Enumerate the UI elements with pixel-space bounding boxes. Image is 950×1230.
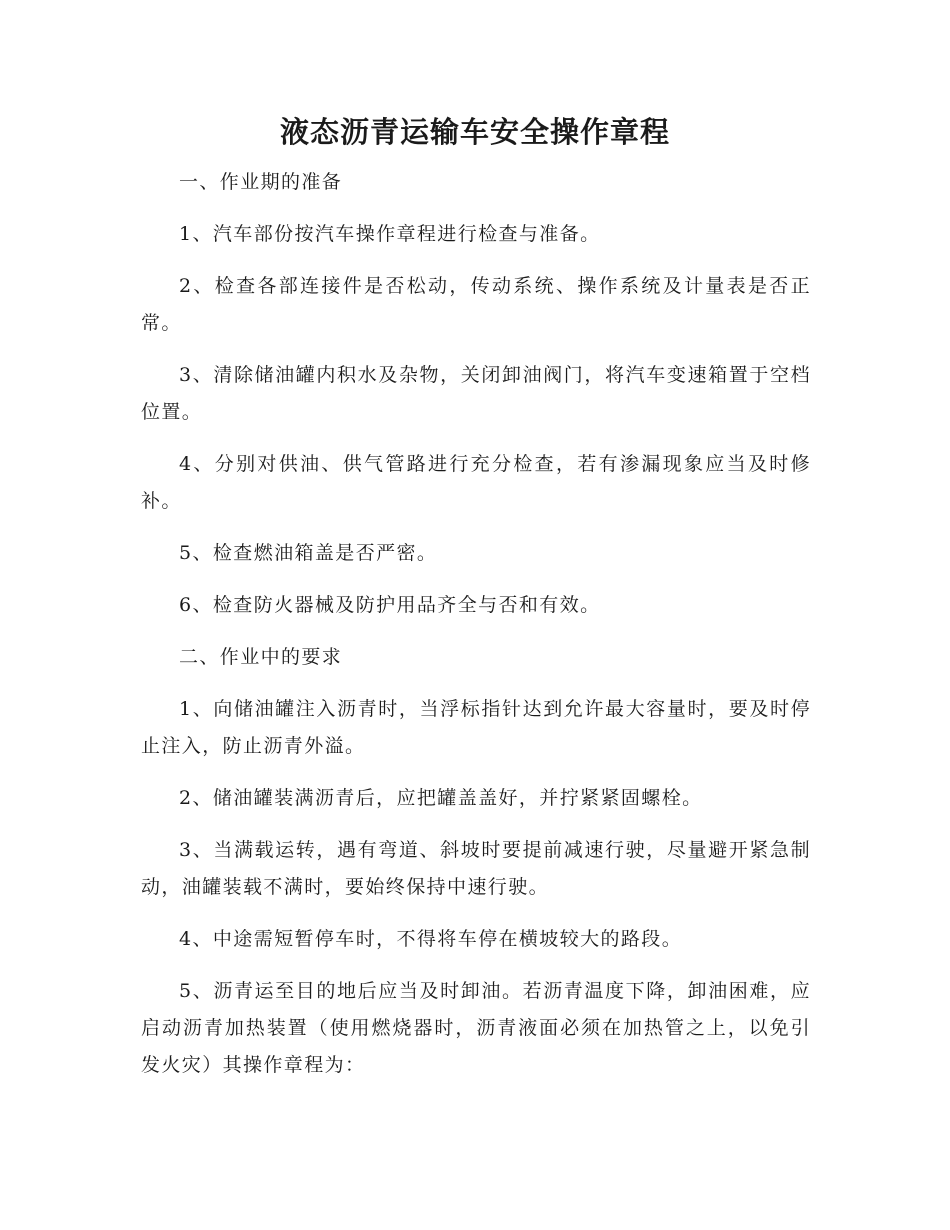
document-title: 液态沥青运输车安全操作章程: [279, 115, 670, 149]
paragraph: 2、检查各部连接件是否松动，传动系统、操作系统及计量表是否正常。: [141, 275, 811, 334]
document-body: [141, 164, 811, 1084]
paragraph: 4、中途需短暂停车时，不得将车停在横坡较大的路段。: [179, 928, 683, 950]
paragraph: 5、沥青运至目的地后应当及时卸油。若沥青温度下降，卸油困难，应启动沥青加热装置（使用燃烧器时，沥青液面必须在加热管之上，以免引发火灾）其操作章程为：: [141, 980, 811, 1076]
paragraph: 3、当满载运转，遇有弯道、斜坡时要提前减速行驶，尽量避开紧急制动，油罐装载不满时，要始终保持中速行驶。: [141, 839, 811, 898]
paragraph: 4、分别对供油、供气管路进行充分检查，若有渗漏现象应当及时修补。: [141, 453, 811, 512]
paragraph: 1、汽车部份按汽车操作章程进行检查与准备。: [179, 223, 601, 245]
paragraph: 1、向储油罐注入沥青时，当浮标指针达到允许最大容量时，要及时停止注入，防止沥青外溢。: [141, 698, 811, 757]
paragraph: 5、检查燃油箱盖是否严密。: [179, 542, 438, 564]
paragraph: 3、清除储油罐内积水及杂物，关闭卸油阀门，将汽车变速箱置于空档位置。: [141, 364, 811, 423]
section-heading: 二、作业中的要求: [179, 646, 343, 668]
section-heading: 一、作业期的准备: [179, 171, 343, 193]
paragraph: 2、储油罐装满沥青后，应把罐盖盖好，并拧紧紧固螺栓。: [179, 787, 703, 809]
paragraph: 6、检查防火器械及防护用品齐全与否和有效。: [179, 594, 601, 616]
